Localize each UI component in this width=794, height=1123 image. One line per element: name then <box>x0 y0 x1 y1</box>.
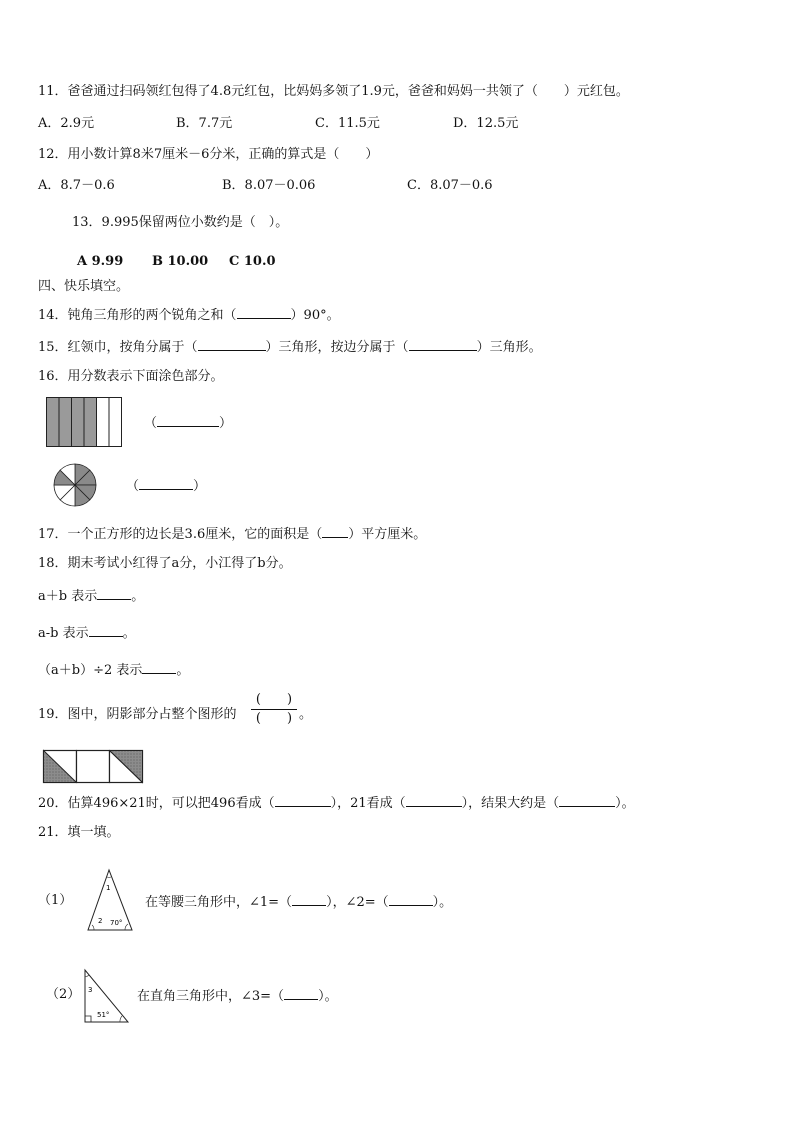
q21-part-2-label: （2） <box>46 987 81 1002</box>
q12-option-a: A．8.7－0.6 <box>38 178 115 193</box>
q13-option-a: A 9.99 <box>77 254 124 269</box>
q21-part-2-text: 在直角三角形中，∠3=（ ）。 <box>137 989 338 1004</box>
question-18-stem: 18．期末考试小红得了a分，小江得了b分。 <box>38 556 292 571</box>
question-20: 20．估算496×21时，可以把496看成（ ），21看成（ ），结果大约是（ ）。 <box>38 796 635 811</box>
angle-2-label: 2 <box>98 917 103 925</box>
q16-rect-blank[interactable] <box>157 414 219 427</box>
question-12-stem: 12．用小数计算8米7厘米－6分米，正确的算式是（ ） <box>38 147 379 162</box>
q11-option-c: C．11.5元 <box>315 116 380 131</box>
question-19-stem: 19．图中，阴影部分占整个图形的 <box>38 707 237 722</box>
q15-post: ）三角形。 <box>476 340 542 355</box>
section-heading: 四、快乐填空。 <box>38 279 130 294</box>
q18-blank-1[interactable] <box>97 587 131 600</box>
q14-post: ）90°。 <box>290 308 340 323</box>
question-14 <box>38 306 340 324</box>
angle-51-label: 51° <box>97 1011 110 1019</box>
q18-line-1: a＋b 表示 。 <box>38 589 145 604</box>
q11-option-a: A．2.9元 <box>38 116 95 131</box>
question-11-stem: 11．爸爸通过扫码领红包得了4.8元红包，比妈妈多领了1.9元，爸爸和妈妈一共领了（ ）元红包。 <box>38 84 629 99</box>
right-triangle-figure <box>84 969 130 1023</box>
question-17: 17．一个正方形的边长是3.6厘米，它的面积是（ ）平方厘米。 <box>38 527 427 542</box>
q11-option-b: B．7.7元 <box>176 116 233 131</box>
q16-circle-blank[interactable] <box>139 477 193 490</box>
q15-mid: ）三角形，按边分属于（ <box>265 340 409 355</box>
question-15 <box>38 338 542 356</box>
q14-pre: 14．钝角三角形的两个锐角之和（ <box>38 308 237 323</box>
q18-line-3: （a＋b）÷2 表示 。 <box>38 663 190 678</box>
angle-70-label: 70° <box>110 919 123 927</box>
angle-1-label: 1 <box>106 884 111 892</box>
q19-end: 。 <box>299 707 313 722</box>
q21-angle-2-blank[interactable] <box>389 893 433 906</box>
q20-blank-3[interactable] <box>559 794 615 807</box>
q18-line-2: a-b 表示 。 <box>38 626 136 641</box>
q21-part-1-text: 在等腰三角形中，∠1=（ ），∠2=（ ）。 <box>145 895 453 910</box>
fraction-bar <box>251 709 297 710</box>
q15-blank-1[interactable] <box>198 338 266 351</box>
question-21-stem: 21．填一填。 <box>38 825 120 840</box>
q21-angle-1-blank[interactable] <box>292 893 326 906</box>
q16-circle-answer: （ ） <box>126 479 207 494</box>
q18-blank-2[interactable] <box>89 624 123 637</box>
q14-blank[interactable] <box>237 306 291 319</box>
question-16-stem: 16．用分数表示下面涂色部分。 <box>38 369 224 384</box>
q18-blank-3[interactable] <box>142 661 176 674</box>
fraction-denominator[interactable]: ( ) <box>255 711 293 726</box>
q11-option-d: D．12.5元 <box>453 116 519 131</box>
q12-option-b: B．8.07－0.06 <box>222 178 316 193</box>
shaded-circle-figure <box>53 463 97 507</box>
shaded-rectangle-figure <box>46 397 122 447</box>
q13-option-c: C 10.0 <box>229 254 276 269</box>
q20-blank-1[interactable] <box>275 794 331 807</box>
q21-part-1-label: （1） <box>38 893 73 908</box>
q21-angle-3-blank[interactable] <box>284 987 318 1000</box>
fraction-numerator[interactable]: ( ) <box>255 692 293 707</box>
q15-pre: 15．红领巾，按角分属于（ <box>38 340 198 355</box>
q13-option-b: B 10.00 <box>152 254 209 269</box>
question-13-stem: 13．9.995保留两位小数约是（ ）。 <box>72 215 289 230</box>
angle-3-label: 3 <box>88 986 93 994</box>
shaded-squares-figure <box>43 750 143 783</box>
q20-blank-2[interactable] <box>406 794 462 807</box>
q19-fraction <box>251 692 297 727</box>
q12-option-c: C．8.07－0.6 <box>407 178 493 193</box>
q15-blank-2[interactable] <box>409 338 477 351</box>
isosceles-triangle-figure <box>85 869 135 931</box>
q17-blank[interactable] <box>322 525 348 538</box>
q16-rect-answer: （ ） <box>144 416 233 431</box>
